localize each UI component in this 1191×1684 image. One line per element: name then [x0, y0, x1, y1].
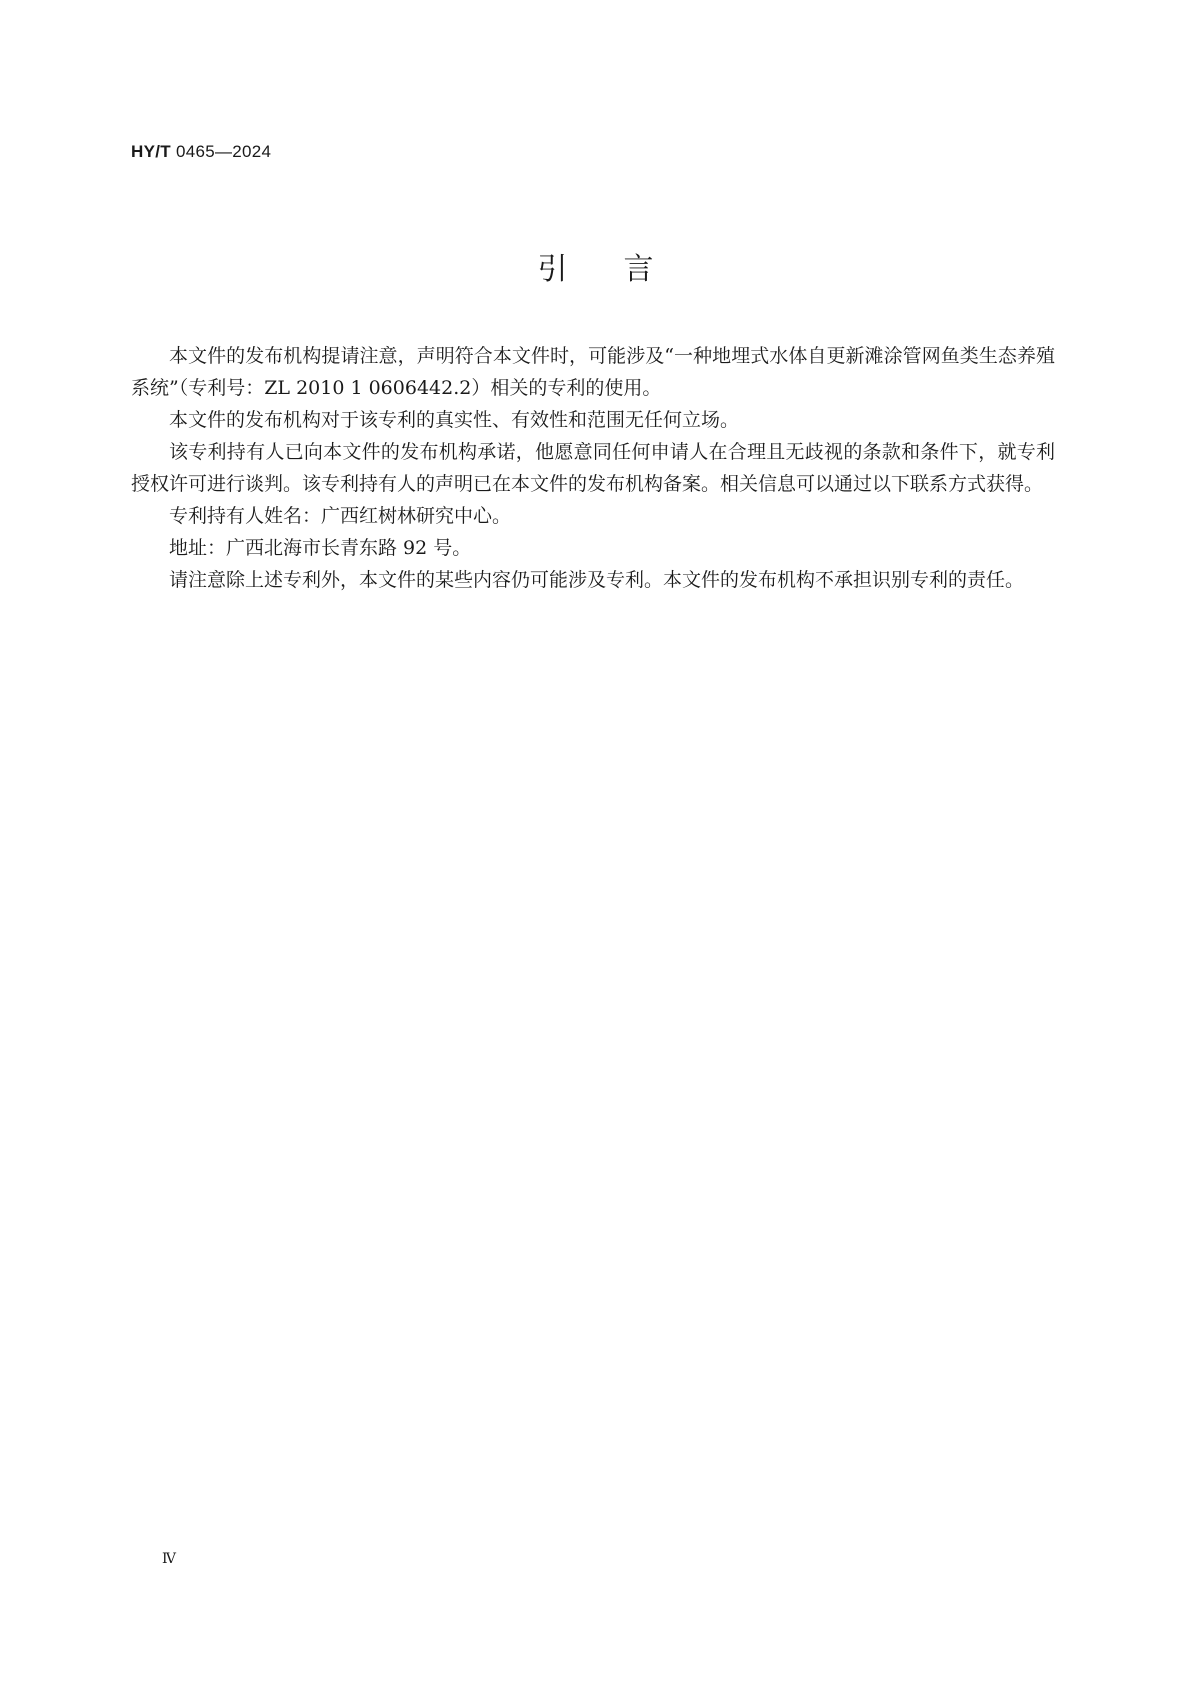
introduction-body: [131, 340, 1055, 596]
paragraph-disclaimer: 请注意除上述专利外，本文件的某些内容仍可能涉及专利。本文件的发布机构不承担识别专利的责任。: [169, 569, 1025, 591]
page-number: Ⅳ: [162, 1551, 176, 1567]
document-code: [131, 142, 271, 162]
section-title: 引言: [537, 252, 710, 287]
paragraph-address: 地址：广西北海市长青东路 92 号。: [169, 537, 472, 559]
paragraph-holder-name: 专利持有人姓名：广西红树林研究中心。: [169, 505, 512, 527]
paragraph-patent-notice: 本文件的发布机构提请注意，声明符合本文件时，可能涉及“一种地埋式水体自更新滩涂管网鱼类生态养殖系统”（专利号：ZL 2010 1 0606442.2）相关的专利的使用。: [131, 345, 1055, 399]
document-code-number: 0465—2024: [170, 142, 272, 161]
paragraph-no-position: 本文件的发布机构对于该专利的真实性、有效性和范围无任何立场。: [169, 409, 740, 431]
paragraph-holder-commitment: 该专利持有人已向本文件的发布机构承诺，他愿意同任何申请人在合理且无歧视的条款和条件下，就专利授权许可进行谈判。该专利持有人的声明已在本文件的发布机构备案。相关信息可以通过以下联系方式获得。: [131, 441, 1055, 495]
document-code-prefix: HY/T: [131, 142, 171, 161]
